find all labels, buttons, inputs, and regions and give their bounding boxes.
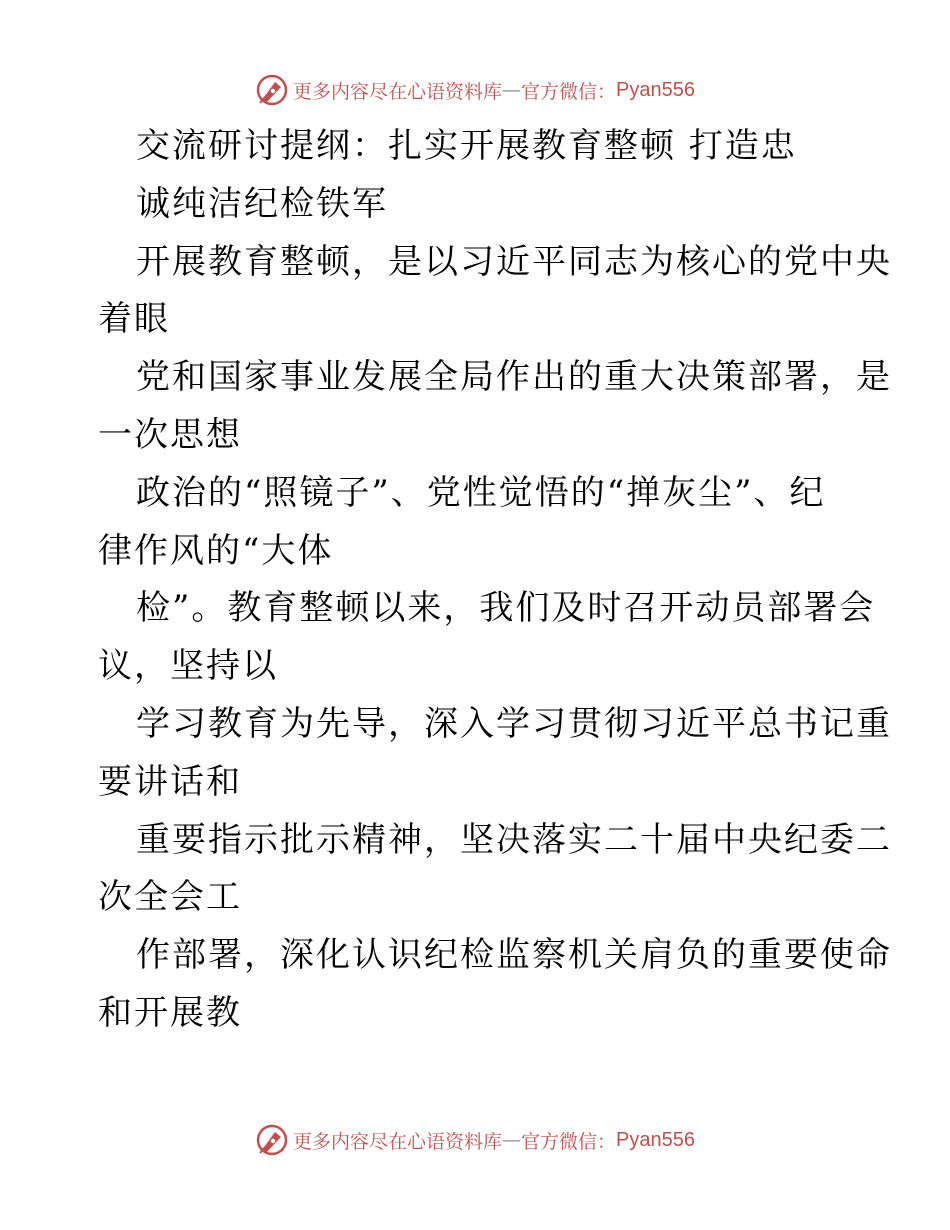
watermark-separator: — xyxy=(502,79,522,101)
document-body xyxy=(98,118,892,1043)
watermark-code: Pyan556 xyxy=(616,1128,695,1151)
watermark-site-text: 更多内容尽在心语资料库 xyxy=(293,80,503,103)
watermark-label: 官方微信： xyxy=(521,1130,617,1153)
footer-watermark xyxy=(0,1120,950,1160)
watermark-label: 官方微信： xyxy=(521,80,617,103)
document-line: 开展教育整顿，是以习近平同志为核心的党中央 xyxy=(136,241,892,282)
document-line: 政治的“照镜子”、党性觉悟的“掸灰尘”、纪 xyxy=(136,472,826,513)
document-line: 着眼 xyxy=(98,299,170,340)
pen-nib-logo-icon xyxy=(255,73,289,107)
document-line: 议，坚持以 xyxy=(98,646,278,687)
document-line: 重要指示批示精神，坚决落实二十届中央纪委二 xyxy=(136,819,892,860)
document-line: 党和国家事业发展全局作出的重大决策部署，是 xyxy=(136,357,892,398)
document-line: 诚纯洁纪检铁军 xyxy=(136,183,388,224)
watermark-site-text: 更多内容尽在心语资料库 xyxy=(293,1130,503,1153)
document-line: 律作风的“大体 xyxy=(98,530,334,571)
document-line: 作部署，深化认识纪检监察机关肩负的重要使命 xyxy=(136,935,892,976)
document-line: 检”。教育整顿以来，我们及时召开动员部署会 xyxy=(136,588,876,629)
watermark-code: Pyan556 xyxy=(616,78,695,101)
document-line: 要讲话和 xyxy=(98,761,242,802)
document-line: 一次思想 xyxy=(98,414,242,455)
document-line: 学习教育为先导，深入学习贯彻习近平总书记重 xyxy=(136,703,892,744)
header-watermark xyxy=(0,70,950,110)
watermark-separator: — xyxy=(502,1129,522,1151)
pen-nib-logo-icon xyxy=(255,1123,289,1157)
document-line: 次全会工 xyxy=(98,877,242,918)
document-line: 交流研讨提纲：扎实开展教育整顿 打造忠 xyxy=(136,126,797,166)
document-line: 和开展教 xyxy=(98,992,242,1033)
